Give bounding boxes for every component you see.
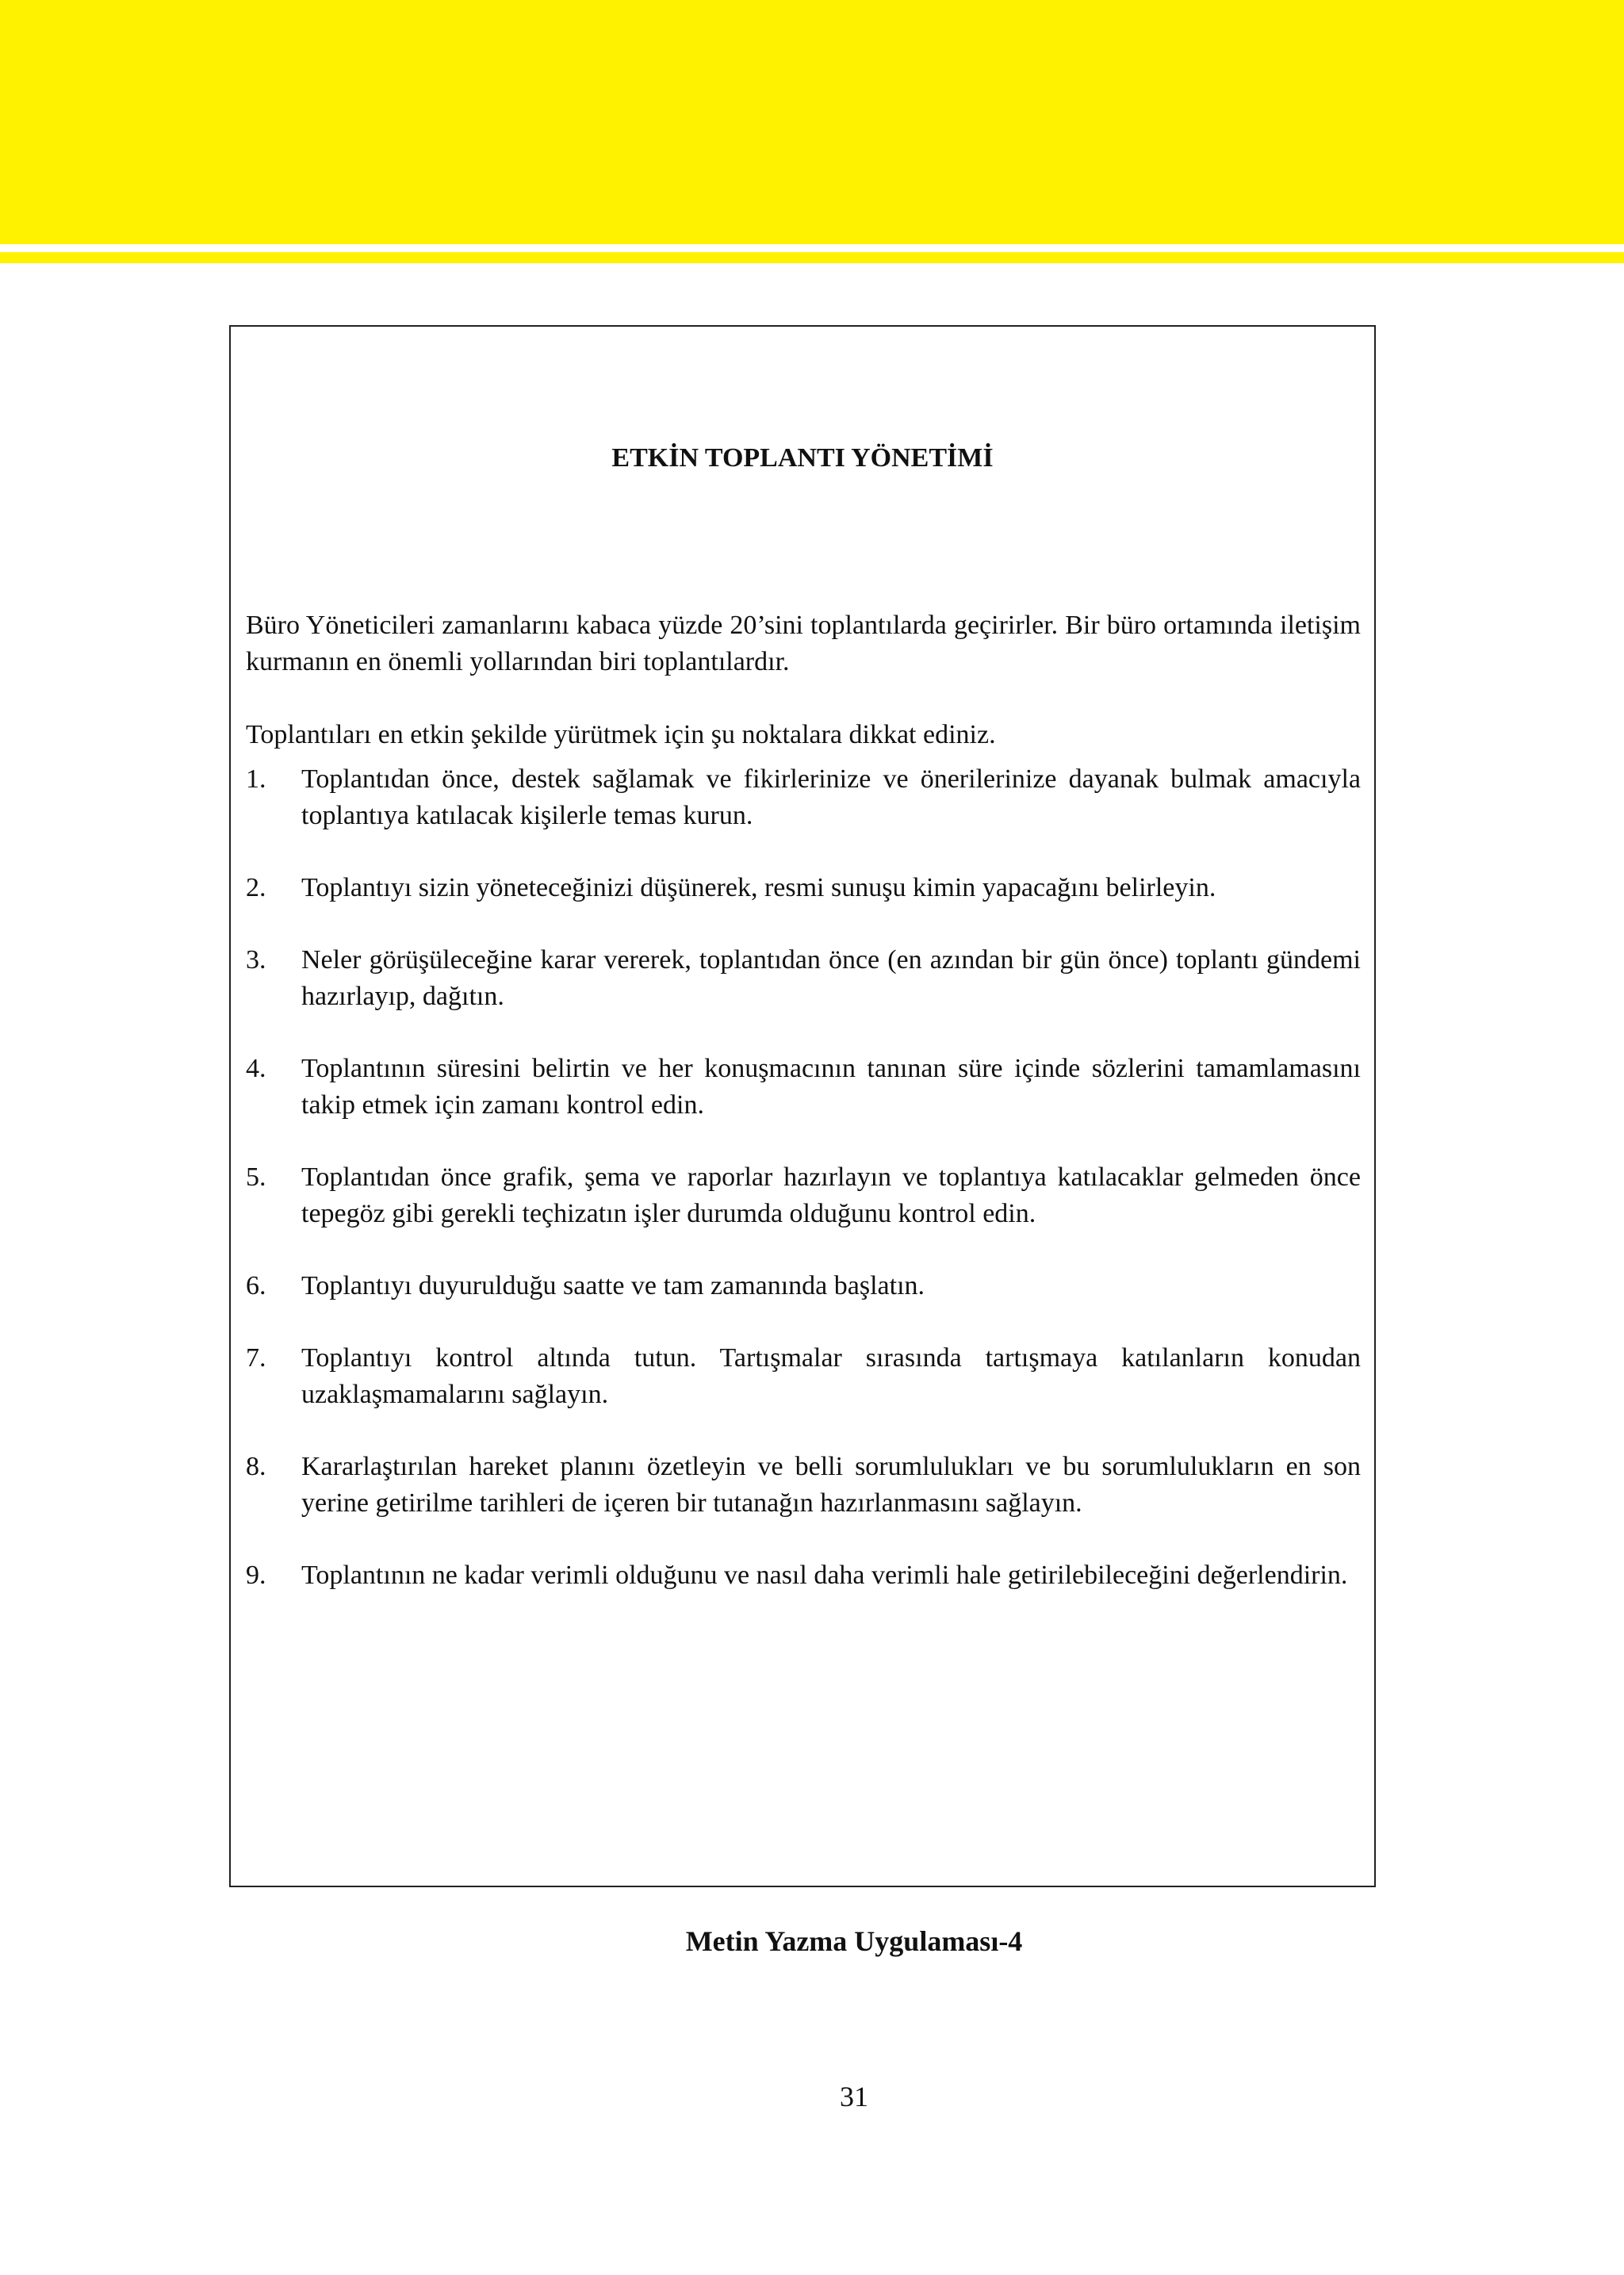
list-item [246,1268,1361,1304]
list-item-text: Toplantının süresini belirtin ve her konuşmacının tanınan süre içinde sözlerini tamamlamasını takip etmek için zamanı kontrol edin. [301,1054,1361,1120]
box-caption: Metin Yazma Uygulaması-4 [685,1925,1023,1957]
list-item-number: 4. [246,1054,266,1083]
list-item-text: Toplantıyı duyurulduğu saatte ve tam zamanında başlatın. [301,1271,925,1300]
list-item-number: 2. [246,873,266,902]
list-item [246,1051,1361,1124]
list-item-text: Toplantıyı kontrol altında tutun. Tartışmalar sırasında tartışmaya katılanların konudan uzaklaşmamalarını sağlayın. [301,1343,1361,1409]
list-item-text: Neler görüşüleceğine karar vererek, toplantıdan önce (en azından bir gün önce) toplantı gündemi hazırlayıp, dağıtın. [301,945,1361,1011]
document-title: ETKİN TOPLANTI YÖNETİMİ [611,443,994,473]
list-item [246,1159,1361,1232]
intro-paragraph-1: Büro Yöneticileri zamanlarını kabaca yüzde 20’sini toplantılarda geçirirler. Bir büro ortamında iletişim kurmanın en önemli yollarından biri toplantılardır. [246,611,1361,676]
list-item-number: 6. [246,1271,266,1300]
list-item-number: 8. [246,1452,266,1481]
framed-text-box [229,325,1376,1887]
header-yellow-band [0,0,1624,244]
tips-list [246,761,1361,1630]
list-item [246,1340,1361,1413]
list-item-number: 9. [246,1561,266,1590]
list-item [246,1557,1361,1594]
list-item-number: 3. [246,945,266,975]
list-item-number: 7. [246,1343,266,1373]
header-yellow-stripe [0,252,1624,263]
list-item-text: Toplantıdan önce grafik, şema ve raporlar hazırlayın ve toplantıya katılacaklar gelmeden önce tepegöz gibi gerekli teçhizatın işler durumda olduğunu kontrol edin. [301,1162,1361,1228]
list-item-text: Toplantıyı sizin yöneteceğinizi düşünerek, resmi sunuşu kimin yapacağını belirleyin. [301,873,1216,902]
list-item [246,1449,1361,1522]
list-item-text: Kararlaştırılan hareket planını özetleyin ve belli sorumlulukları ve bu sorumlulukların en son yerine getirilme tarihleri de içeren bir tutanağın hazırlanmasını sağlayın. [301,1452,1361,1518]
list-item-number: 5. [246,1162,266,1192]
list-item [246,870,1361,906]
list-item-text: Toplantıdan önce, destek sağlamak ve fikirlerinize ve önerilerinize dayanak bulmak amacıyla toplantıya katılacak kişilerle temas kurun. [301,764,1361,830]
list-item-number: 1. [246,764,266,794]
list-item [246,761,1361,834]
intro-paragraph-2: Toplantıları en etkin şekilde yürütmek için şu noktalara dikkat ediniz. [246,720,996,749]
list-item-text: Toplantının ne kadar verimli olduğunu ve nasıl daha verimli hale getirilebileceğini değerlendirin. [301,1561,1348,1590]
page-number: 31 [840,2081,868,2112]
list-item [246,942,1361,1015]
